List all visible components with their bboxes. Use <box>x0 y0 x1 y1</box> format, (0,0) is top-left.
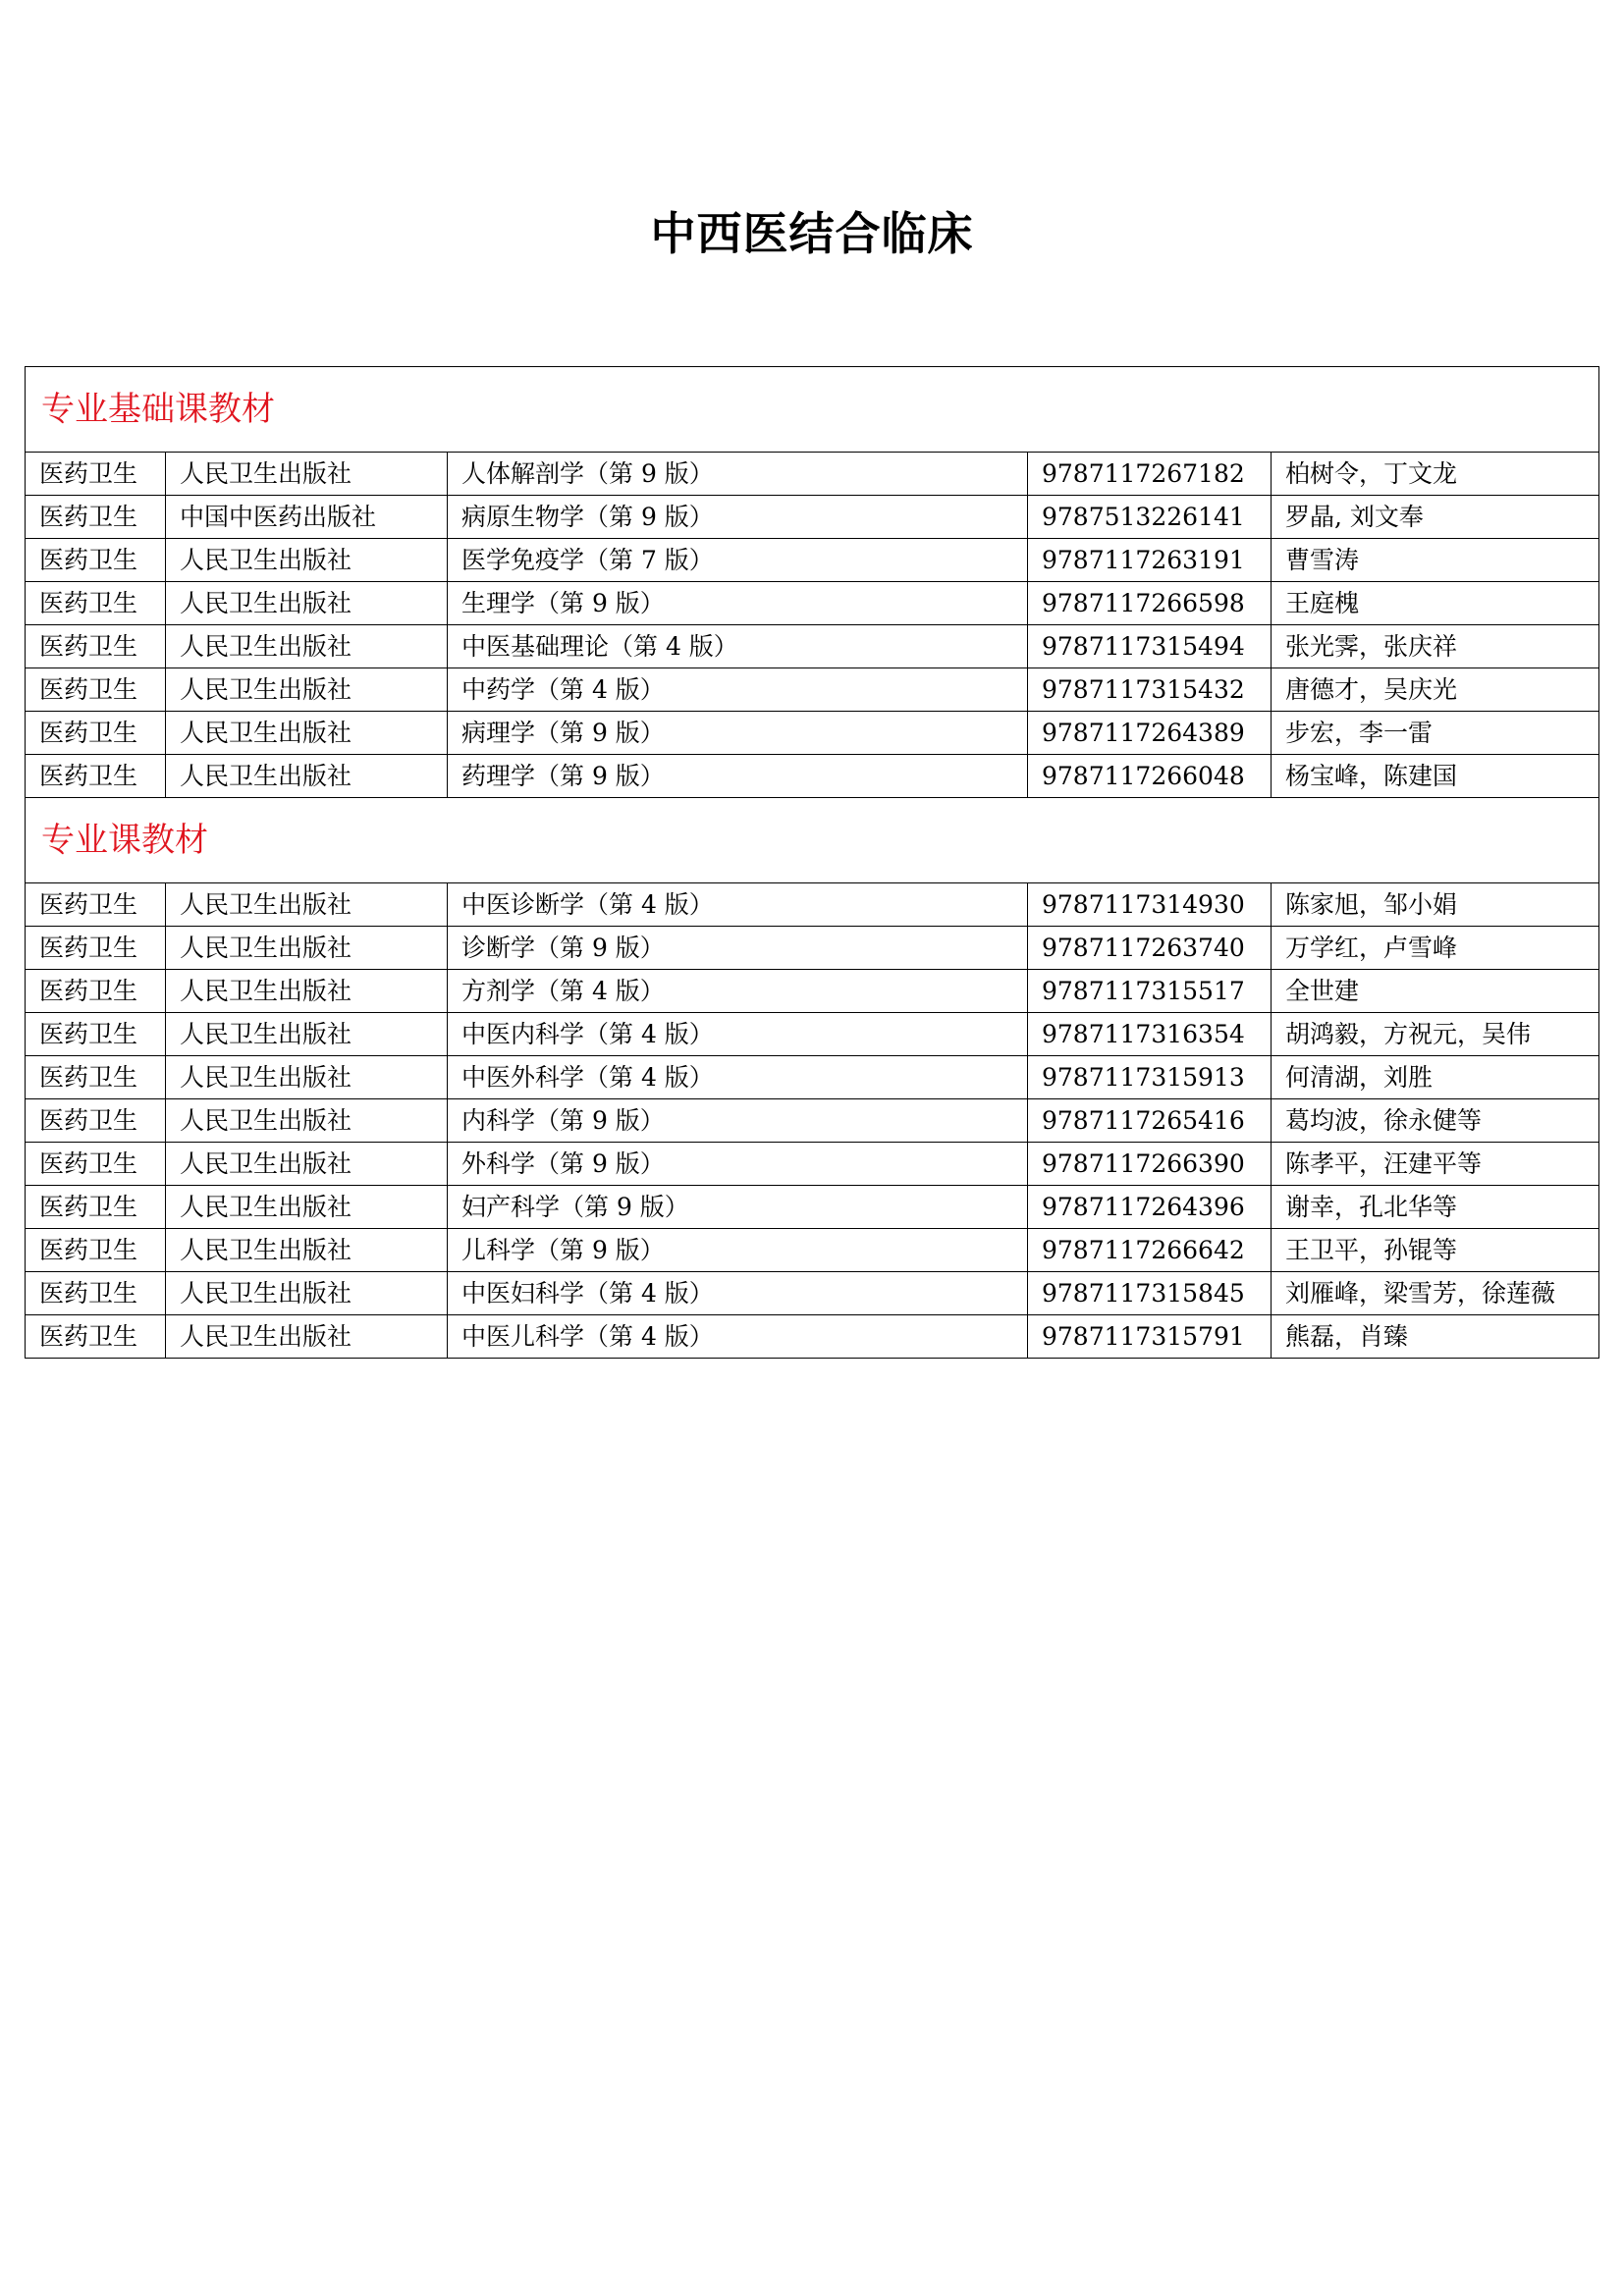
authors-cell: 谢幸，孔北华等 <box>1272 1186 1599 1229</box>
section-header-row <box>26 798 1599 883</box>
category-cell: 医药卫生 <box>26 883 166 927</box>
authors-cell: 胡鸿毅，方祝元，吴伟 <box>1272 1013 1599 1056</box>
category-cell: 医药卫生 <box>26 1013 166 1056</box>
publisher-cell: 人民卫生出版社 <box>166 970 448 1013</box>
book-title-cell: 医学免疫学（第 7 版） <box>448 539 1028 582</box>
category-cell: 医药卫生 <box>26 453 166 496</box>
textbook-table-body <box>26 367 1599 1359</box>
isbn-cell: 9787117264389 <box>1028 712 1272 755</box>
authors-cell: 陈家旭，邹小娟 <box>1272 883 1599 927</box>
publisher-cell: 人民卫生出版社 <box>166 1143 448 1186</box>
table-row <box>26 970 1599 1013</box>
table-row <box>26 1143 1599 1186</box>
isbn-cell: 9787117266390 <box>1028 1143 1272 1186</box>
book-title-cell: 药理学（第 9 版） <box>448 755 1028 798</box>
table-row <box>26 1315 1599 1359</box>
category-cell: 医药卫生 <box>26 755 166 798</box>
publisher-cell: 人民卫生出版社 <box>166 755 448 798</box>
publisher-cell: 人民卫生出版社 <box>166 582 448 625</box>
authors-cell: 唐德才，吴庆光 <box>1272 668 1599 712</box>
authors-cell: 罗晶, 刘文奉 <box>1272 496 1599 539</box>
category-cell: 医药卫生 <box>26 582 166 625</box>
category-cell: 医药卫生 <box>26 1186 166 1229</box>
authors-cell: 步宏，李一雷 <box>1272 712 1599 755</box>
table-row <box>26 625 1599 668</box>
isbn-cell: 9787117266048 <box>1028 755 1272 798</box>
publisher-cell: 人民卫生出版社 <box>166 1186 448 1229</box>
table-row <box>26 1272 1599 1315</box>
publisher-cell: 人民卫生出版社 <box>166 625 448 668</box>
authors-cell: 柏树令，丁文龙 <box>1272 453 1599 496</box>
table-row <box>26 1056 1599 1099</box>
authors-cell: 陈孝平，汪建平等 <box>1272 1143 1599 1186</box>
book-title-cell: 中医诊断学（第 4 版） <box>448 883 1028 927</box>
book-title-cell: 生理学（第 9 版） <box>448 582 1028 625</box>
table-row <box>26 1099 1599 1143</box>
authors-cell: 曹雪涛 <box>1272 539 1599 582</box>
book-title-cell: 中药学（第 4 版） <box>448 668 1028 712</box>
authors-cell: 刘雁峰，梁雪芳，徐莲薇 <box>1272 1272 1599 1315</box>
table-row <box>26 755 1599 798</box>
book-title-cell: 诊断学（第 9 版） <box>448 927 1028 970</box>
category-cell: 医药卫生 <box>26 668 166 712</box>
table-row <box>26 496 1599 539</box>
publisher-cell: 人民卫生出版社 <box>166 453 448 496</box>
isbn-cell: 9787117264396 <box>1028 1186 1272 1229</box>
isbn-cell: 9787117263191 <box>1028 539 1272 582</box>
table-row <box>26 539 1599 582</box>
book-title-cell: 妇产科学（第 9 版） <box>448 1186 1028 1229</box>
table-row <box>26 1186 1599 1229</box>
book-title-cell: 人体解剖学（第 9 版） <box>448 453 1028 496</box>
section-heading: 专业基础课教材 <box>26 367 1599 453</box>
authors-cell: 万学红，卢雪峰 <box>1272 927 1599 970</box>
category-cell: 医药卫生 <box>26 1229 166 1272</box>
category-cell: 医药卫生 <box>26 927 166 970</box>
book-title-cell: 病理学（第 9 版） <box>448 712 1028 755</box>
publisher-cell: 人民卫生出版社 <box>166 883 448 927</box>
table-row <box>26 582 1599 625</box>
category-cell: 医药卫生 <box>26 1099 166 1143</box>
book-title-cell: 儿科学（第 9 版） <box>448 1229 1028 1272</box>
isbn-cell: 9787117315517 <box>1028 970 1272 1013</box>
publisher-cell: 人民卫生出版社 <box>166 668 448 712</box>
page-title: 中西医结合临床 <box>650 207 974 260</box>
category-cell: 医药卫生 <box>26 496 166 539</box>
publisher-cell: 人民卫生出版社 <box>166 1272 448 1315</box>
isbn-cell: 9787117315494 <box>1028 625 1272 668</box>
authors-cell: 全世建 <box>1272 970 1599 1013</box>
category-cell: 医药卫生 <box>26 712 166 755</box>
publisher-cell: 人民卫生出版社 <box>166 927 448 970</box>
book-title-cell: 中医基础理论（第 4 版） <box>448 625 1028 668</box>
isbn-cell: 9787117263740 <box>1028 927 1272 970</box>
isbn-cell: 9787117315432 <box>1028 668 1272 712</box>
isbn-cell: 9787117315845 <box>1028 1272 1272 1315</box>
category-cell: 医药卫生 <box>26 1143 166 1186</box>
section-header-row <box>26 367 1599 453</box>
isbn-cell: 9787117315791 <box>1028 1315 1272 1359</box>
category-cell: 医药卫生 <box>26 539 166 582</box>
category-cell: 医药卫生 <box>26 1272 166 1315</box>
publisher-cell: 人民卫生出版社 <box>166 1056 448 1099</box>
table-row <box>26 712 1599 755</box>
publisher-cell: 人民卫生出版社 <box>166 1315 448 1359</box>
authors-cell: 王卫平，孙锟等 <box>1272 1229 1599 1272</box>
isbn-cell: 9787117265416 <box>1028 1099 1272 1143</box>
textbook-table <box>25 366 1599 1359</box>
book-title-cell: 病原生物学（第 9 版） <box>448 496 1028 539</box>
authors-cell: 王庭槐 <box>1272 582 1599 625</box>
isbn-cell: 9787117266598 <box>1028 582 1272 625</box>
category-cell: 医药卫生 <box>26 625 166 668</box>
table-row <box>26 883 1599 927</box>
publisher-cell: 人民卫生出版社 <box>166 1013 448 1056</box>
isbn-cell: 9787117315913 <box>1028 1056 1272 1099</box>
isbn-cell: 9787117316354 <box>1028 1013 1272 1056</box>
publisher-cell: 人民卫生出版社 <box>166 712 448 755</box>
category-cell: 医药卫生 <box>26 1315 166 1359</box>
publisher-cell: 人民卫生出版社 <box>166 1099 448 1143</box>
isbn-cell: 9787513226141 <box>1028 496 1272 539</box>
isbn-cell: 9787117267182 <box>1028 453 1272 496</box>
isbn-cell: 9787117266642 <box>1028 1229 1272 1272</box>
book-title-cell: 方剂学（第 4 版） <box>448 970 1028 1013</box>
authors-cell: 葛均波，徐永健等 <box>1272 1099 1599 1143</box>
publisher-cell: 人民卫生出版社 <box>166 1229 448 1272</box>
publisher-cell: 中国中医药出版社 <box>166 496 448 539</box>
book-title-cell: 中医外科学（第 4 版） <box>448 1056 1028 1099</box>
publisher-cell: 人民卫生出版社 <box>166 539 448 582</box>
table-row <box>26 453 1599 496</box>
isbn-cell: 9787117314930 <box>1028 883 1272 927</box>
section-heading: 专业课教材 <box>26 798 1599 883</box>
category-cell: 医药卫生 <box>26 1056 166 1099</box>
authors-cell: 何清湖，刘胜 <box>1272 1056 1599 1099</box>
book-title-cell: 中医妇科学（第 4 版） <box>448 1272 1028 1315</box>
authors-cell: 杨宝峰，陈建国 <box>1272 755 1599 798</box>
authors-cell: 张光霁，张庆祥 <box>1272 625 1599 668</box>
table-row <box>26 668 1599 712</box>
book-title-cell: 中医内科学（第 4 版） <box>448 1013 1028 1056</box>
table-row <box>26 927 1599 970</box>
authors-cell: 熊磊，肖臻 <box>1272 1315 1599 1359</box>
book-title-cell: 外科学（第 9 版） <box>448 1143 1028 1186</box>
table-row <box>26 1013 1599 1056</box>
table-row <box>26 1229 1599 1272</box>
book-title-cell: 中医儿科学（第 4 版） <box>448 1315 1028 1359</box>
category-cell: 医药卫生 <box>26 970 166 1013</box>
book-title-cell: 内科学（第 9 版） <box>448 1099 1028 1143</box>
